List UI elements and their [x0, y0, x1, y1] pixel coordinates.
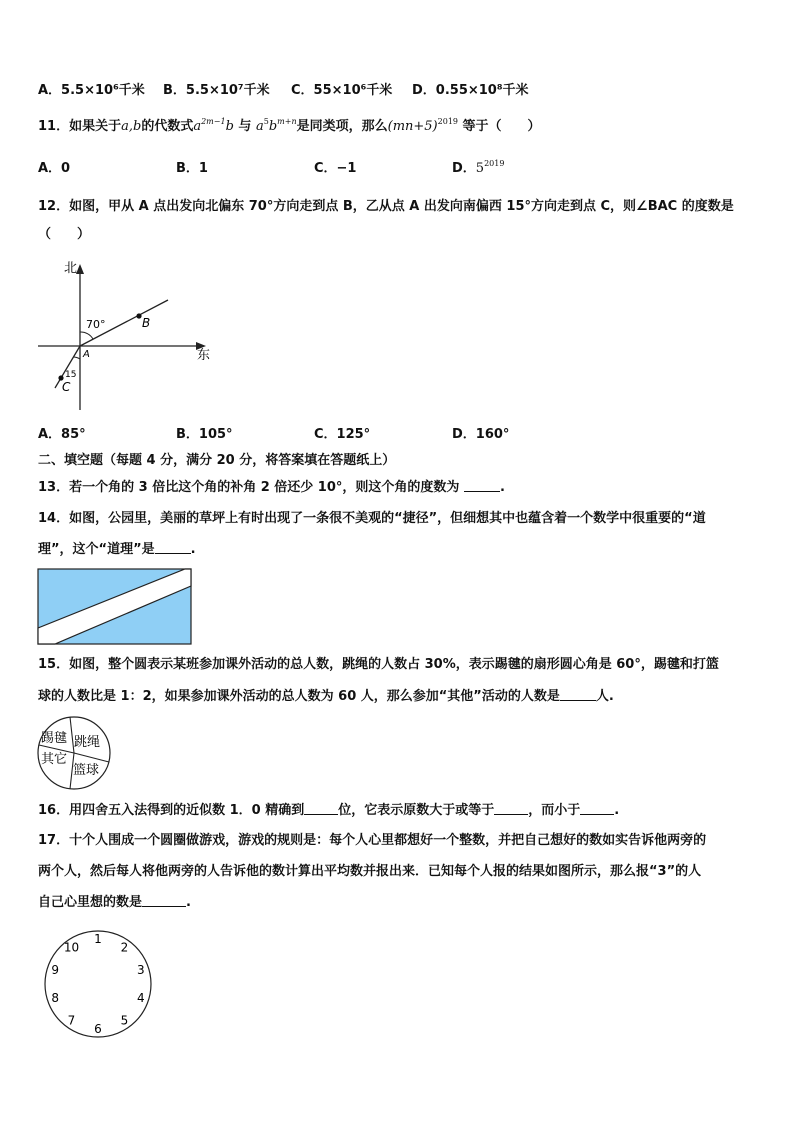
q16-blank-1[interactable]: [304, 802, 338, 815]
east-label: 东: [197, 348, 211, 363]
circle-number-6: 6: [94, 1022, 102, 1036]
q13-answer-blank[interactable]: [464, 479, 500, 492]
q12-stem-line2: （ ）: [38, 227, 91, 242]
point-c-label: C: [62, 380, 71, 394]
circle-number-5: 5: [120, 1013, 129, 1028]
pie-label-qita: 其它: [41, 752, 68, 767]
q16-stem: 16．用四舍五入法得到的近似数 1．0 精确到 位，它表示原数大于或等于 ，而小于 .: [38, 803, 620, 818]
q10-option-c: C．55×10⁶千米: [291, 83, 393, 98]
q11-stem: 11．如果关于a,b的代数式$a^{2m-1}b$ 与 $a^5b^{m+n}$是同类项，那么$(mn+5)^{2019}$ 等于（ ）: [38, 117, 541, 134]
angle-70-label: 70°: [86, 318, 106, 331]
q17-stem-line1: 17．十个人围成一个圆圈做游戏，游戏的规则是：每个人心里都想好一个整数，并把自己想好的数如实告诉他两旁的: [38, 833, 707, 848]
q17-stem-line3: 自己心里想的数是 .: [38, 895, 191, 910]
q12-stem-line1: 12．如图，甲从 A 点出发向北偏东 70°方向走到点 B，乙从点 A 出发向南偏西 15°方向走到点 C，则∠BAC 的度数是: [38, 199, 734, 214]
q15-stem-line2: 球的人数比是 1：2，如果参加课外活动的总人数为 60 人，那么参加“其他”活动的人数是 人.: [38, 689, 614, 704]
circle-number-7: 7: [67, 1013, 76, 1028]
q17-circle-figure: [0, 0, 200, 1060]
q15-answer-blank[interactable]: [560, 688, 596, 701]
circle-number-2: 2: [120, 940, 129, 955]
circle-number-4: 4: [136, 990, 145, 1005]
q10-option-b: B．5.5×10⁷千米: [163, 83, 270, 98]
q11-option-c: C．−1: [314, 161, 357, 176]
q11-option-b: B．1: [176, 161, 208, 176]
section-2-heading: 二、填空题（每题 4 分，满分 20 分，将答案填在答题纸上）: [38, 453, 396, 468]
q12-option-c: C．125°: [314, 427, 371, 442]
circle-number-1: 1: [94, 932, 102, 946]
q15-stem-line1: 15．如图，整个圆表示某班参加课外活动的总人数，跳绳的人数占 30%，表示踢毽的扇形圆心角是 60°，踢毽和打篮: [38, 657, 719, 672]
circle-number-9: 9: [51, 963, 60, 978]
q12-option-b: B．105°: [176, 427, 233, 442]
point-b-label: B: [142, 316, 151, 330]
circle-number-10: 10: [63, 940, 80, 955]
q16-blank-2[interactable]: [494, 802, 528, 815]
north-label: 北: [64, 261, 78, 276]
q12-option-a: A．85°: [38, 427, 86, 442]
pie-label-lanqiu: 篮球: [73, 763, 100, 778]
q11-option-d: D．$5^{2019}$: [452, 159, 505, 176]
q16-blank-3[interactable]: [580, 802, 614, 815]
q13-stem: 13．若一个角的 3 倍比这个角的补角 2 倍还少 10°，则这个角的度数为 .: [38, 480, 505, 495]
q14-stem-line1: 14．如图，公园里，美丽的草坪上有时出现了一条很不美观的“捷径”，但细想其中也蕴含着一个数学中很重要的“道: [38, 511, 706, 526]
pie-label-tiaosheng: 跳绳: [74, 735, 101, 750]
q10-option-a: A．5.5×10⁶千米: [38, 83, 145, 98]
q11-option-a: A．0: [38, 161, 71, 176]
q10-option-d: D．0.55×10⁸千米: [412, 83, 529, 98]
circle-number-3: 3: [136, 963, 145, 978]
angle-15-label: 15: [65, 370, 77, 380]
circle-number-8: 8: [51, 990, 60, 1005]
pie-label-jianzi: 踢毽: [41, 731, 68, 746]
q14-stem-line2: 理”，这个“道理”是 .: [38, 542, 196, 557]
q12-option-d: D．160°: [452, 427, 510, 442]
q17-stem-line2: 两个人，然后每人将他两旁的人告诉他的数计算出平均数并报出来．已知每个人报的结果如图所示，那么报“3”的人: [38, 864, 702, 879]
point-a-label: A: [83, 349, 90, 360]
